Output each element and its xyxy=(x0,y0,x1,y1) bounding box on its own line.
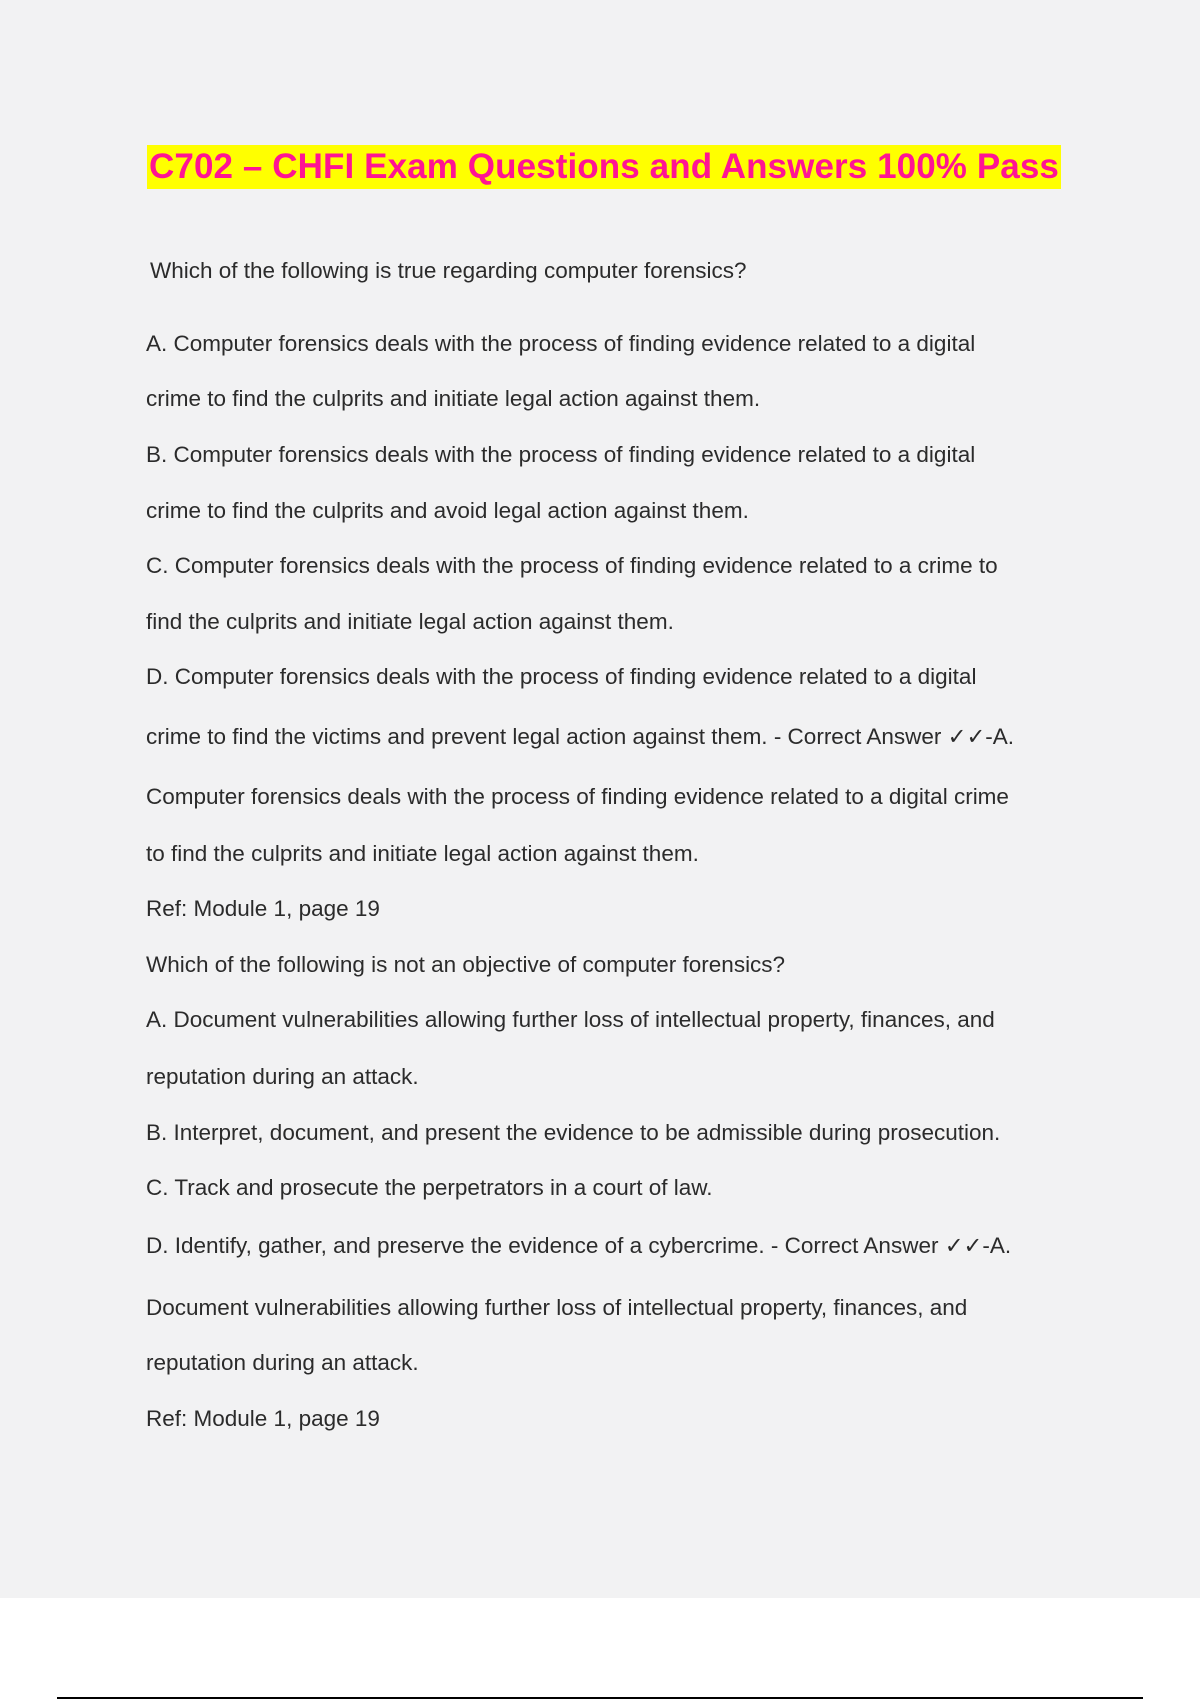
question-1-option-b-line-1: B. Computer forensics deals with the process of finding evidence related to a digital xyxy=(146,442,976,467)
question-2-option-b: B. Interpret, document, and present the evidence to be admissible during prosecution. xyxy=(146,1120,1001,1145)
question-1-answer-line-2: Computer forensics deals with the process of finding evidence related to a digital crime xyxy=(146,784,1009,809)
question-1-reference: Ref: Module 1, page 19 xyxy=(146,896,380,921)
question-2-option-d: D. Identify, gather, and preserve the evidence of a cybercrime. - Correct Answer ✓✓-A. xyxy=(146,1233,1012,1258)
question-2-answer-line-1: Document vulnerabilities allowing further loss of intellectual property, finances, and xyxy=(146,1295,968,1320)
question-2-option-a-line-1: A. Document vulnerabilities allowing further loss of intellectual property, finances, and xyxy=(146,1007,995,1032)
question-1-option-a-line-2: crime to find the culprits and initiate legal action against them. xyxy=(146,386,761,411)
question-1-option-c-line-1: C. Computer forensics deals with the process of finding evidence related to a crime to xyxy=(146,553,998,578)
question-1-option-c-line-2: find the culprits and initiate legal action against them. xyxy=(146,609,674,634)
question-1-answer-line-3: to find the culprits and initiate legal action against them. xyxy=(146,841,699,866)
question-1-option-b-line-2: crime to find the culprits and avoid legal action against them. xyxy=(146,498,749,523)
question-1-option-a-line-1: A. Computer forensics deals with the process of finding evidence related to a digital xyxy=(146,331,976,356)
question-1-text: Which of the following is true regarding computer forensics? xyxy=(150,258,747,283)
question-1-answer-line-1: crime to find the victims and prevent legal action against them. - Correct Answer ✓✓-A. xyxy=(146,724,1015,749)
question-2-option-a-line-2: reputation during an attack. xyxy=(146,1064,419,1089)
question-2-text: Which of the following is not an objective of computer forensics? xyxy=(146,952,786,977)
question-1-option-d-line-1: D. Computer forensics deals with the process of finding evidence related to a digital xyxy=(146,664,977,689)
document-title: C702 – CHFI Exam Questions and Answers 100% Pass xyxy=(147,145,1061,189)
question-2-answer-line-2: reputation during an attack. xyxy=(146,1350,419,1375)
bottom-divider xyxy=(57,1697,1143,1699)
question-2-option-c: C. Track and prosecute the perpetrators in a court of law. xyxy=(146,1175,713,1200)
question-2-reference: Ref: Module 1, page 19 xyxy=(146,1406,380,1431)
